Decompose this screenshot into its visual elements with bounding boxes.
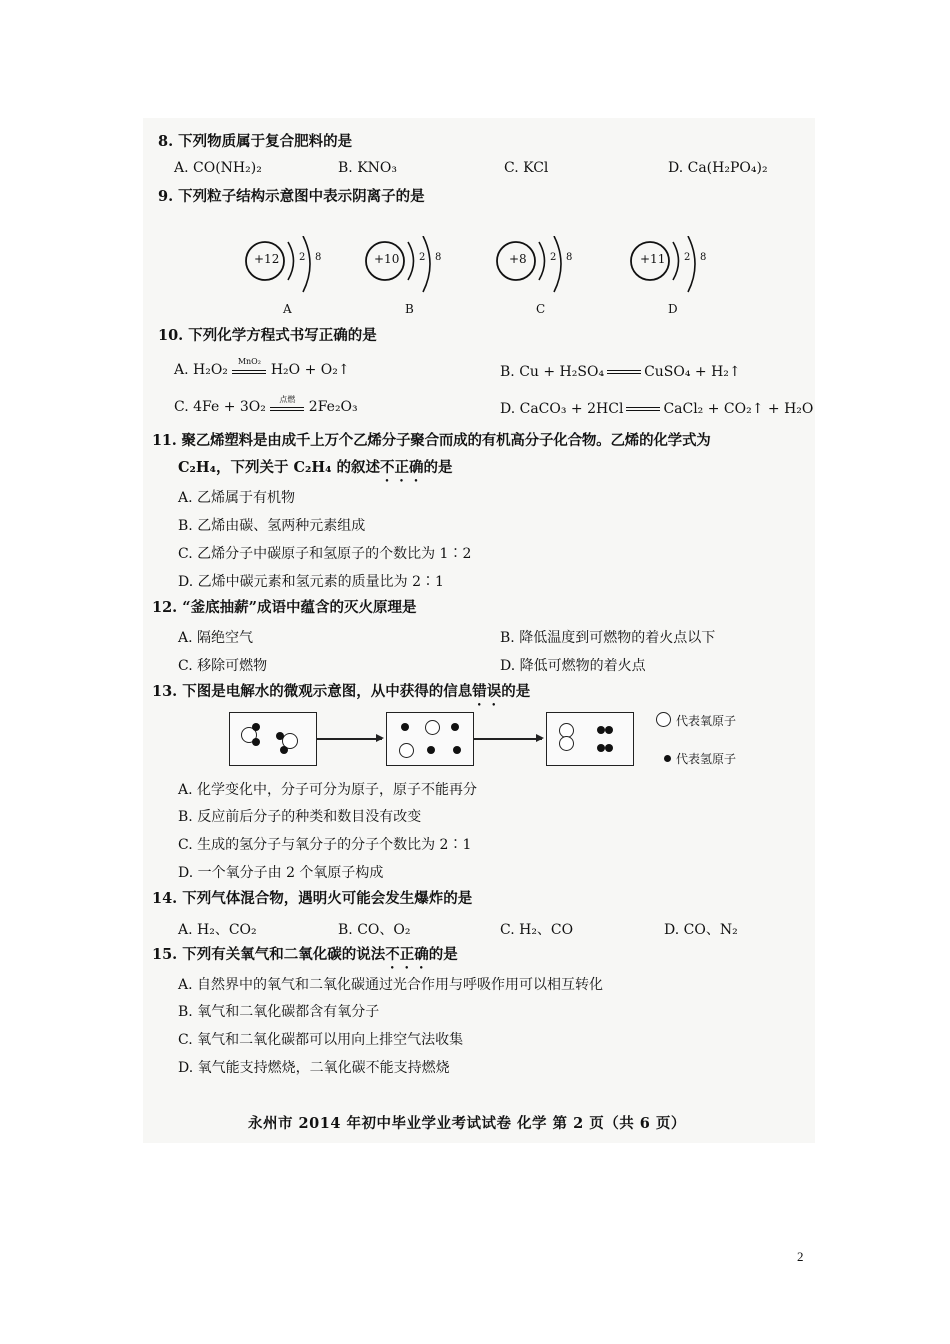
q13-stem (152, 683, 530, 709)
product-box (546, 712, 634, 766)
q14-stem: 14. 下列气体混合物，遇明火可能会发生爆炸的是 (152, 890, 473, 907)
q14-option-a: A. H₂、CO₂ (178, 922, 257, 938)
reaction-arrow (474, 738, 542, 740)
stem-text: 15. 下列有关氧气和二氧化碳的说法 (152, 946, 386, 963)
q13-option-c: C. 生成的氢分子与氧分子的分子个数比为 2∶1 (178, 837, 472, 853)
shell-electrons: 8 (566, 252, 573, 263)
emphasized-text: 不正确 (385, 946, 429, 963)
equation-products: H₂O + O₂↑ (270, 362, 350, 378)
q12-option-b: B. 降低温度到可燃物的着火点以下 (500, 630, 716, 646)
hydrogen-atom (252, 738, 260, 746)
equation-reactants: C. 4Fe + 3O₂ (174, 399, 266, 415)
option-label: B (405, 302, 414, 316)
q12-option-a: A. 隔绝空气 (178, 630, 254, 646)
q9-stem: 9. 下列粒子结构示意图中表示阴离子的是 (158, 188, 425, 205)
nucleus-charge: +12 (254, 252, 280, 266)
shell-electrons: 2 (299, 252, 306, 263)
equation-reactants: A. H₂O₂ (174, 362, 228, 378)
q15-option-a: A. 自然界中的氧气和二氧化碳通过光合作用与呼吸作用可以相互转化 (178, 977, 604, 993)
nucleus-charge: +10 (374, 252, 400, 266)
q11-option-d: D. 乙烯中碳元素和氢元素的质量比为 2∶1 (178, 574, 444, 590)
q8-option-d: D. Ca(H₂PO₄)₂ (668, 160, 768, 176)
shell-electrons: 2 (550, 252, 557, 263)
q10-option-d (500, 401, 813, 417)
q15-option-b: B. 氧气和二氧化碳都含有氧分子 (178, 1004, 380, 1020)
reaction-arrow (316, 738, 382, 740)
hydrogen-atom (451, 723, 459, 731)
option-label: C (536, 302, 546, 316)
hydrogen-atom (276, 732, 284, 740)
stem-text: 的是 (501, 683, 531, 700)
exam-footer: 永州市 2014 年初中毕业学业考试试卷 化学 第 2 页（共 6 页） (248, 1115, 686, 1132)
shell-electrons: 8 (700, 252, 707, 263)
atom-diagram-b (363, 236, 453, 316)
hydrogen-atom (605, 744, 613, 752)
stem-text: C₂H₄，下列关于 C₂H₄ 的叙述 (178, 459, 380, 476)
q8-stem: 8. 下列物质属于复合肥料的是 (158, 133, 353, 150)
option-label: D (668, 302, 678, 316)
q11-stem-line2 (178, 459, 452, 485)
emphasized-text: 错误 (472, 683, 502, 700)
legend-hydrogen-label: 代表氢原子 (676, 752, 737, 766)
emphasized-text: 不正确 (379, 459, 424, 476)
q13-option-d: D. 一个氧分子由 2 个氧原子构成 (178, 865, 384, 881)
q13-option-b: B. 反应前后分子的种类和数目没有改变 (178, 809, 422, 825)
q11-stem-line1: 11. 聚乙烯塑料是由成千上万个乙烯分子聚合而成的有机高分子化合物。乙烯的化学式为 (152, 432, 711, 449)
stem-text: 13. 下图是电解水的微观示意图，从中获得的信息 (152, 683, 473, 700)
q14-option-b: B. CO、O₂ (338, 922, 411, 938)
hydrogen-atom (597, 744, 605, 752)
q10-option-b (500, 364, 741, 380)
oxygen-atom (425, 720, 440, 735)
q11-option-c: C. 乙烯分子中碳原子和氢原子的个数比为 1∶2 (178, 546, 472, 562)
hydrogen-atom (280, 746, 288, 754)
intermediate-box (386, 712, 474, 766)
reaction-condition: 点燃 (279, 395, 296, 404)
legend-oxygen-label: 代表氧原子 (676, 714, 737, 728)
reaction-equals-sign (270, 395, 304, 415)
shell-electrons: 2 (419, 252, 426, 263)
q11-option-a: A. 乙烯属于有机物 (178, 490, 296, 506)
q12-option-c: C. 移除可燃物 (178, 658, 268, 674)
page-number: 2 (797, 1249, 804, 1264)
equation-reactants: B. Cu + H₂SO₄ (500, 364, 605, 380)
q13-option-a: A. 化学变化中，分子可分为原子，原子不能再分 (178, 782, 478, 798)
q8-option-b: B. KNO₃ (338, 160, 397, 176)
reactant-box (229, 712, 317, 766)
atom-diagram-a (243, 236, 333, 316)
legend-oxygen-icon (656, 712, 671, 727)
hydrogen-atom (605, 726, 613, 734)
q10-option-a (174, 357, 350, 378)
oxygen-atom (559, 736, 574, 751)
q8-option-a: A. CO(NH₂)₂ (174, 160, 262, 176)
q8-option-c: C. KCl (504, 160, 549, 176)
q10-stem: 10. 下列化学方程式书写正确的是 (158, 327, 377, 344)
hydrogen-atom (453, 746, 461, 754)
option-label: A (283, 302, 292, 316)
hydrogen-atom (252, 723, 260, 731)
q15-option-c: C. 氧气和二氧化碳都可以用向上排空气法收集 (178, 1032, 464, 1048)
q14-option-c: C. H₂、CO (500, 922, 574, 938)
shell-electrons: 2 (684, 252, 691, 263)
shell-electrons: 8 (435, 252, 442, 263)
q15-stem (152, 946, 458, 972)
hydrogen-atom (401, 723, 409, 731)
q12-option-d: D. 降低可燃物的着火点 (500, 658, 646, 674)
stem-text: 的是 (423, 459, 453, 476)
q15-option-d: D. 氧气能支持燃烧，二氧化碳不能支持燃烧 (178, 1060, 450, 1076)
equation-reactants: D. CaCO₃ + 2HCl (500, 401, 624, 417)
equation-products: CaCl₂ + CO₂↑ + H₂O (663, 401, 814, 417)
nucleus-charge: +11 (640, 252, 666, 266)
equation-products: CuSO₄ + H₂↑ (644, 364, 741, 380)
atom-diagram-d (628, 236, 718, 316)
reaction-equals-sign (626, 407, 660, 411)
equation-products: 2Fe₂O₃ (308, 399, 358, 415)
q11-option-b: B. 乙烯由碳、氢两种元素组成 (178, 518, 366, 534)
shell-electrons: 8 (315, 252, 322, 263)
legend-hydrogen-icon (664, 755, 671, 762)
q12-stem: 12. “釜底抽薪”成语中蕴含的灭火原理是 (152, 599, 417, 616)
stem-text: 的是 (428, 946, 458, 963)
q14-option-d: D. CO、N₂ (664, 922, 738, 938)
reaction-equals-sign (232, 357, 266, 378)
oxygen-atom (399, 743, 414, 758)
hydrogen-atom (597, 726, 605, 734)
reaction-equals-sign (607, 370, 641, 374)
atom-diagram-c (494, 236, 584, 316)
nucleus-charge: +8 (509, 252, 527, 266)
hydrogen-atom (427, 746, 435, 754)
reaction-condition: MnO₂ (237, 357, 261, 366)
q10-option-c (174, 395, 358, 415)
